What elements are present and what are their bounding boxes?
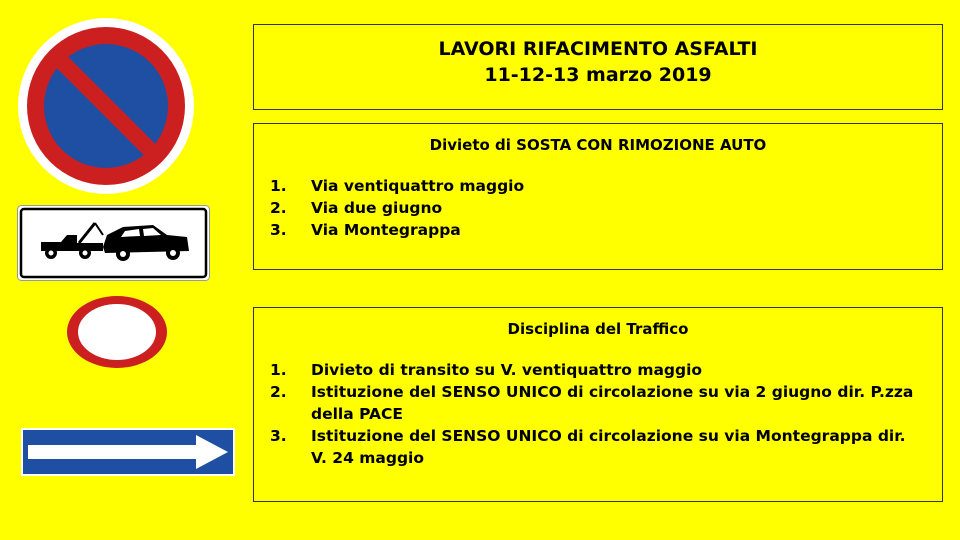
list-number: 3. bbox=[270, 221, 287, 239]
title-line-1: LAVORI RIFACIMENTO ASFALTI bbox=[438, 38, 758, 60]
list-item bbox=[254, 175, 942, 197]
list-item bbox=[254, 381, 942, 425]
rule-text: Istituzione del SENSO UNICO di circolazione su via Montegrappa dir. V. 24 maggio bbox=[311, 427, 906, 467]
rule-text: Divieto di transito su V. ventiquattro maggio bbox=[311, 361, 703, 379]
list-number: 3. bbox=[270, 427, 287, 445]
parking-ban-list bbox=[254, 175, 942, 241]
traffic-rules-heading: Disciplina del Traffico bbox=[507, 320, 689, 338]
parking-ban-box bbox=[253, 123, 943, 270]
one-way-arrow-sign-icon bbox=[21, 428, 235, 476]
street-name: Via Montegrappa bbox=[311, 221, 461, 239]
list-item bbox=[254, 219, 942, 241]
traffic-rules-box bbox=[253, 307, 943, 502]
no-transit-sign-icon bbox=[66, 295, 168, 369]
rule-text: Istituzione del SENSO UNICO di circolazione su via 2 giugno dir. P.zza della PACE bbox=[311, 383, 914, 423]
traffic-rules-list bbox=[254, 359, 942, 469]
list-item bbox=[254, 197, 942, 219]
title-box bbox=[253, 24, 943, 110]
list-number: 1. bbox=[270, 177, 287, 195]
tow-away-panel-icon bbox=[17, 205, 210, 281]
list-item bbox=[254, 359, 942, 381]
no-parking-sign-icon bbox=[16, 16, 196, 196]
list-number: 1. bbox=[270, 361, 287, 379]
list-item bbox=[254, 425, 942, 469]
list-number: 2. bbox=[270, 199, 287, 217]
title-line-2: 11-12-13 marzo 2019 bbox=[484, 64, 712, 86]
list-number: 2. bbox=[270, 383, 287, 401]
street-name: Via due giugno bbox=[311, 199, 443, 217]
street-name: Via ventiquattro maggio bbox=[311, 177, 525, 195]
parking-ban-heading: Divieto di SOSTA CON RIMOZIONE AUTO bbox=[429, 136, 767, 154]
